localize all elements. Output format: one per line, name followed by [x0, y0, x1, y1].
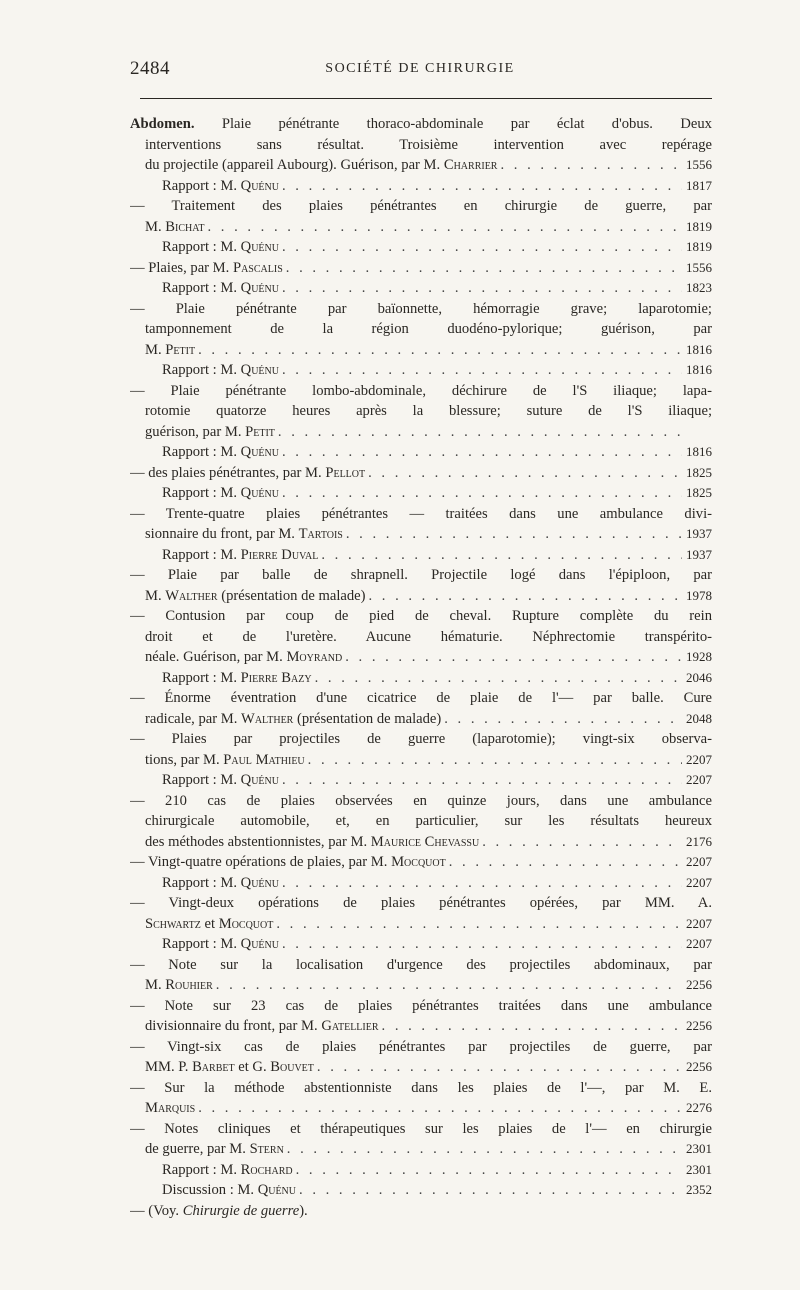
report-line: Rapport : M. Quénu . . . 2207	[130, 934, 712, 955]
report-line: Rapport : M. Rochard . . . 2301	[130, 1160, 712, 1181]
see-also-line: — (Voy. Chirurgie de guerre).	[130, 1202, 308, 1219]
index-line: — Plaie pénétrante par baïonnette, hémorragie grave; laparotomie;	[130, 300, 712, 317]
page-ref: 1816	[686, 341, 712, 357]
index-line: divisionnaire du front, par M. Gatellier . . . 2256	[130, 1016, 712, 1037]
page-ref: 1823	[686, 280, 712, 295]
report-line: Rapport : M. Pierre Duval . . . 1937	[130, 545, 712, 566]
index-line: MM. P. Barbet et G. Bouvet . . . 2256	[130, 1057, 712, 1078]
page-ref: 1937	[686, 546, 712, 562]
page-ref: 1816	[686, 362, 712, 377]
index-line: interventions sans résultat. Troisième intervention avec repérage	[145, 136, 712, 153]
page-ref: 2207	[686, 915, 712, 931]
index-line: — Note sur 23 cas de plaies pénétrantes traitées dans une ambulance	[130, 997, 712, 1014]
page-ref: 1556	[686, 157, 712, 172]
page-ref: 2301	[686, 1161, 712, 1177]
entry-heading: Abdomen.	[130, 116, 195, 132]
index-line: Abdomen. Plaie pénétrante thoraco-abdominale par éclat d'obus. Deux	[130, 116, 712, 132]
page-ref: 2207	[686, 772, 712, 787]
report-line: Rapport : M. Quénu . . . 2207	[130, 770, 712, 791]
page-ref: 2256	[686, 1018, 712, 1033]
page-ref: 2276	[686, 1100, 712, 1115]
index-line: chirurgicale automobile, et, en particulier, sur les résultats heureux	[145, 813, 712, 829]
index-line: tions, par M. Paul Mathieu . . . 2207	[130, 750, 712, 771]
page-ref: 2176	[686, 833, 712, 849]
page-ref: 1928	[686, 649, 712, 664]
page-ref: 1825	[686, 464, 712, 480]
header-rule	[140, 98, 712, 99]
index-line: — Plaies par projectiles de guerre (laparotomie); vingt-six observa-	[130, 731, 712, 747]
index-line: — Plaie par balle de shrapnell. Projectile logé dans l'épiploon, par	[130, 567, 712, 583]
report-line: Rapport : M. Quénu . . . 1825	[130, 483, 712, 504]
report-line: Rapport : M. Quénu . . . 1816	[130, 442, 712, 463]
report-line: Rapport : M. Pierre Bazy . . . 2046	[130, 668, 712, 689]
index-line: — Vingt-six cas de plaies pénétrantes par projectiles de guerre, par	[130, 1038, 712, 1055]
index-line: — Sur la méthode abstentionniste dans les plaies de l'—, par M. E.	[130, 1079, 712, 1096]
index-line: guérison, par M. Petit . . .	[130, 422, 712, 443]
page-ref: 2301	[686, 1141, 712, 1156]
index-line: M. Petit . . . 1816	[130, 340, 712, 361]
page-ref: 2207	[686, 874, 712, 890]
index-line: M. Bichat . . . 1819	[130, 217, 712, 238]
page-ref: 2048	[686, 710, 712, 726]
report-line: Rapport : M. Quénu . . . 2207	[130, 873, 712, 894]
report-line: Rapport : M. Quénu . . . 1819	[130, 237, 712, 258]
index-line: sionnaire du front, par M. Tartois . . . 1937	[130, 524, 712, 545]
index-line: — Plaie pénétrante lombo-abdominale, déchirure de l'S iliaque; lapa-	[130, 382, 712, 399]
page-ref: 1978	[686, 587, 712, 603]
index-line: tamponnement de la région duodéno-pylorique; guérison, par	[145, 321, 712, 337]
page-ref: 2046	[686, 669, 712, 685]
page-number: 2484	[130, 58, 170, 79]
index-line: — Notes cliniques et thérapeutiques sur les plaies de l'— en chirurgie	[130, 1120, 712, 1137]
index-line: radicale, par M. Walther (présentation de malade) . . . 2048	[130, 709, 712, 730]
index-line: du projectile (appareil Aubourg). Guérison, par M. Charrier . . . 1556	[130, 155, 712, 176]
page-ref: 2207	[686, 936, 712, 951]
page-ref: 1817	[686, 177, 712, 193]
page-ref: 1556	[686, 259, 712, 275]
index-line: — Note sur la localisation d'urgence des projectiles abdominaux, par	[130, 956, 712, 973]
page-ref: 1819	[686, 218, 712, 234]
page-ref: 1825	[686, 485, 712, 500]
index-content	[130, 114, 712, 1221]
page-ref: 2352	[686, 1182, 712, 1197]
page-ref: 2256	[686, 1059, 712, 1074]
index-line: — Trente-quatre plaies pénétrantes — traitées dans une ambulance divi-	[130, 505, 712, 522]
index-line: des méthodes abstentionnistes, par M. Maurice Chevassu . . . 2176	[130, 832, 712, 853]
index-line: droit et de l'uretère. Aucune hématurie. Néphrectomie transpérito-	[145, 628, 712, 645]
index-line: M. Rouhier . . . 2256	[130, 975, 712, 996]
index-line: — des plaies pénétrantes, par M. Pellot . . . 1825	[130, 463, 712, 484]
running-head: SOCIÉTÉ DE CHIRURGIE	[325, 61, 515, 76]
leader-dots	[497, 155, 682, 176]
page-ref: 2207	[686, 751, 712, 767]
page-ref: 1937	[686, 526, 712, 541]
discussion-line: Discussion : M. Quénu . . . 2352	[130, 1180, 712, 1201]
report-line: Rapport : M. Quénu . . . 1816	[130, 360, 712, 381]
index-line: — Vingt-deux opérations de plaies pénétrantes opérées, par MM. A.	[130, 895, 712, 911]
page-header	[130, 58, 710, 82]
page-ref: 1816	[686, 444, 712, 459]
index-line: rotomie quatorze heures après la blessure; suture de l'S iliaque;	[145, 403, 712, 419]
page-ref: 2256	[686, 977, 712, 992]
index-line: — 210 cas de plaies observées en quinze jours, dans une ambulance	[130, 792, 712, 809]
report-line: Rapport : M. Quénu . . . 1817	[130, 176, 712, 197]
index-line: — Vingt-quatre opérations de plaies, par M. Mocquot . . . 2207	[130, 852, 712, 873]
index-line: néale. Guérison, par M. Moyrand . . . 1928	[130, 647, 712, 668]
index-line: — Plaies, par M. Pascalis . . . 1556	[130, 258, 712, 279]
page-ref: 2207	[686, 854, 712, 869]
page-ref: 1819	[686, 239, 712, 254]
index-line: — Traitement des plaies pénétrantes en chirurgie de guerre, par	[130, 198, 712, 214]
index-line: M. Walther (présentation de malade) . . . 1978	[130, 586, 712, 607]
index-line: Marquis . . . 2276	[130, 1098, 712, 1119]
report-line: Rapport : M. Quénu . . . 1823	[130, 278, 712, 299]
index-line: — Contusion par coup de pied de cheval. Rupture complète du rein	[130, 608, 712, 624]
index-line: — Énorme éventration d'une cicatrice de plaie de l'— par balle. Cure	[130, 690, 712, 706]
index-line: Schwartz et Mocquot . . . 2207	[130, 914, 712, 935]
index-line: de guerre, par M. Stern . . . 2301	[130, 1139, 712, 1160]
